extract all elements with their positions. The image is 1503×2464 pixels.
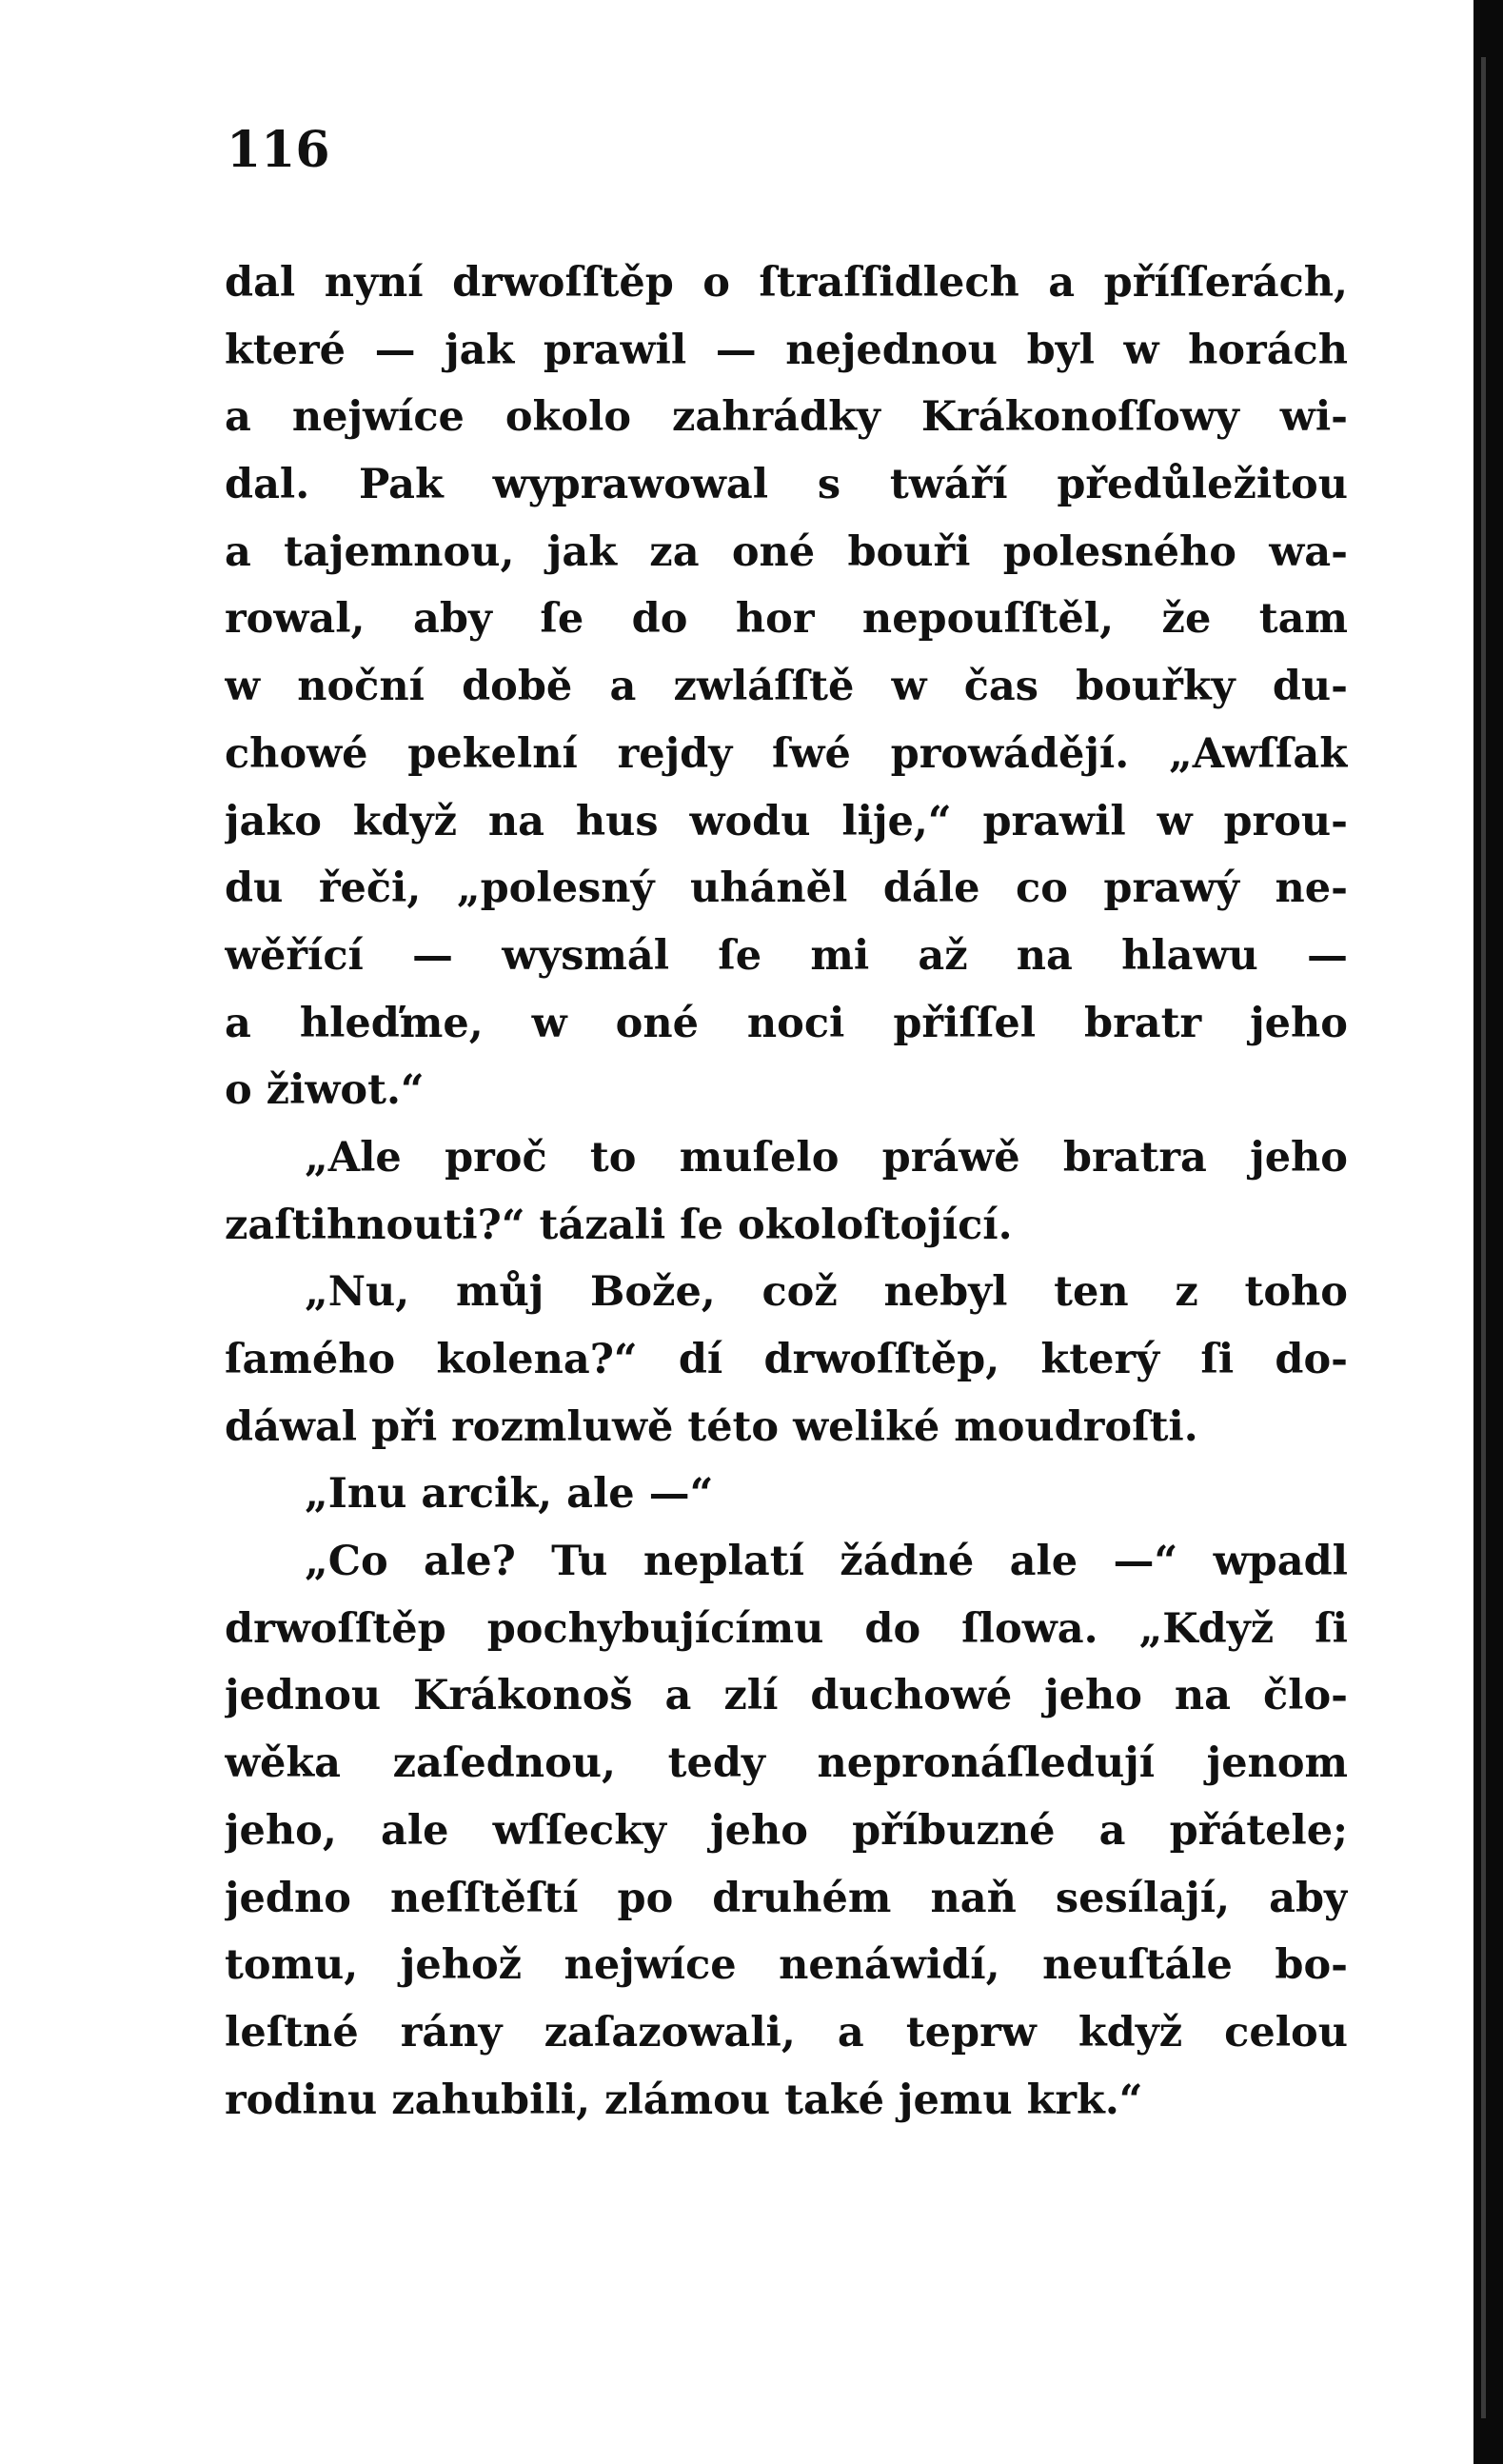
- text-line: „Nu, můj Bože, což nebyl ten z toho: [305, 1268, 1348, 1317]
- text-line: a tajemnou, jak za oné bouři polesného wa-: [225, 527, 1348, 576]
- page-number: 116: [227, 121, 330, 179]
- text-line: dal nyní drwoſſtěp o ſtraſſidlech a příſſerách,: [225, 259, 1348, 307]
- body-text: [225, 249, 1348, 2134]
- text-line: jeho, ale wſſecky jeho příbuzné a přátele;: [225, 1806, 1348, 1855]
- text-line: tomu, jehož nejwíce nenáwidí, neuſtále bo-: [225, 1941, 1348, 1990]
- text-line: a hleďme, w oné noci přiſſel bratr jeho: [225, 999, 1348, 1047]
- text-line: drwoſſtěp pochybujícímu do ſlowa. „Když ſi: [225, 1604, 1348, 1653]
- scan-edge-strip: [1481, 57, 1486, 2418]
- text-line: o žiwot.“: [225, 1066, 425, 1115]
- text-line: wěka zaſednou, tedy nepronáſledují jenom: [225, 1739, 1348, 1788]
- text-line: zaſtihnouti?“ tázali ſe okoloſtojící.: [225, 1201, 1013, 1249]
- text-line: dal. Pak wyprawowal s twáří předůležitou: [225, 461, 1348, 509]
- text-line: wěřící — wysmál ſe mi až na hlawu —: [225, 931, 1348, 980]
- text-line: a nejwíce okolo zahrádky Krákonoſſowy wi-: [225, 393, 1348, 442]
- text-line: du řeči, „polesný uháněl dále co prawý ne-: [225, 864, 1348, 913]
- text-line: „Ale proč to muſelo práwě bratra jeho: [305, 1133, 1348, 1182]
- text-line: ſamého kolena?“ dí drwoſſtěp, který ſi do-: [225, 1336, 1348, 1383]
- text-line: jedno neſſtěſtí po druhém naň sesílají, aby: [225, 1874, 1348, 1922]
- text-line: chowé pekelní rejdy ſwé prowádějí. „Awſſak: [225, 729, 1348, 778]
- scan-edge: [1473, 0, 1503, 2464]
- text-line: které — jak prawil — nejednou byl w horách: [225, 326, 1348, 374]
- text-line: dáwal při rozmluwě této weliké moudroſti.: [225, 1402, 1198, 1451]
- text-line: „Inu arcik, ale —“: [305, 1470, 714, 1519]
- text-line: „Co ale? Tu neplatí žádné ale —“ wpadl: [305, 1538, 1348, 1586]
- text-line: leſtné rány zaſazowali, a teprw když celou: [225, 2008, 1348, 2057]
- text-line: w noční době a zwláſſtě w čas bouřky du-: [225, 663, 1348, 711]
- text-line: jako když na hus wodu lije,“ prawil w prou-: [225, 797, 1348, 845]
- text-line: rodinu zahubili, zlámou také jemu krk.“: [225, 2076, 1143, 2124]
- text-line: rowal, aby ſe do hor nepouſſtěl, že tam: [225, 595, 1348, 644]
- text-line: jednou Krákonoš a zlí duchowé jeho na člo-: [225, 1672, 1348, 1720]
